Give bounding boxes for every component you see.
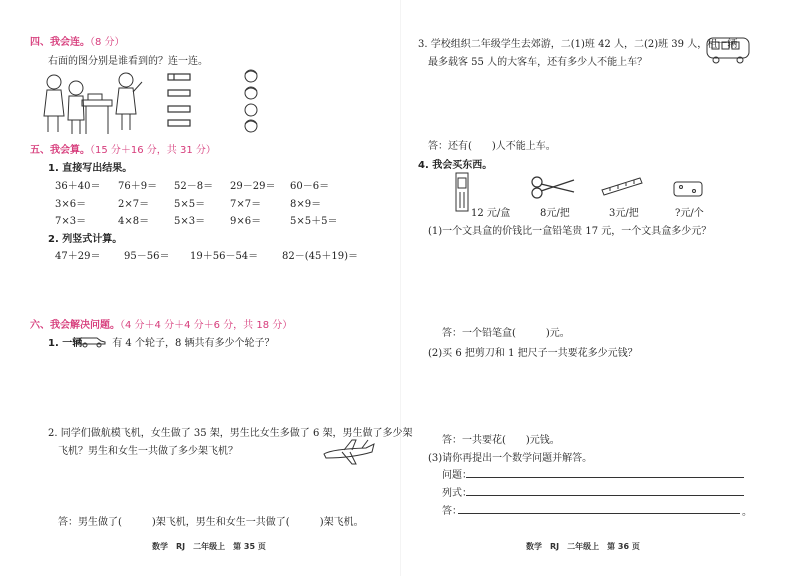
vertical-calc-2: 95－56＝	[124, 251, 170, 262]
calc-r1-c5: 60－6＝	[290, 181, 330, 192]
airplane-icon	[322, 436, 376, 466]
section-6-title: 六、我会解决问题。	[30, 320, 120, 331]
fill-line-formula[interactable]	[466, 495, 744, 496]
eraser-icon	[672, 180, 704, 198]
bus-icon	[704, 32, 752, 66]
right-page-footer: 数学 RJ 二年级上 第 36 页	[526, 542, 640, 551]
calc-r2-c2: 2×7＝	[118, 199, 150, 210]
calc-r1-c4: 29－29＝	[230, 181, 276, 192]
q4-title: 4. 我会买东西。	[418, 160, 493, 171]
q2-text-line1: 2. 同学们做航模飞机，女生做了 35 架，男生比女生多做了 6 架，男生做了多少架	[48, 428, 413, 439]
section-6-q2-answer: 答：男生做了( )架飞机，男生和女生一共做了( )架飞机。	[58, 517, 364, 528]
calc-r1-c3: 52－8＝	[174, 181, 214, 192]
calc-r3-c3: 5×3＝	[174, 216, 206, 227]
calc-r2-c4: 7×7＝	[230, 199, 262, 210]
section-6-heading	[30, 316, 292, 331]
heads-column	[240, 68, 262, 134]
children-table-illustration	[40, 68, 150, 140]
calc-r2-c3: 5×5＝	[174, 199, 206, 210]
price-pencil-box: 12 元/盒	[471, 208, 511, 219]
price-scissors: 8元/把	[540, 208, 570, 219]
section-5-heading	[30, 141, 216, 156]
vertical-calc-1: 47＋29＝	[55, 251, 101, 262]
q4-sub2-answer: 答：一共要花( )元钱。	[442, 435, 560, 446]
vertical-calc-4: 82－(45＋19)＝	[282, 251, 358, 262]
view-images-column	[166, 72, 192, 130]
q4-sub1: (1)一个文具盒的价钱比一盒铅笔贵 17 元，一个文具盒多少元？	[428, 226, 712, 237]
q3-line2: 最多载客 55 人的大客车，还有多少人不能上车？	[428, 57, 648, 68]
ruler-icon	[600, 176, 644, 196]
fill-label-answer: 答：	[442, 506, 462, 517]
page-divider	[400, 0, 401, 576]
price-eraser: ?元/个	[675, 208, 704, 219]
calc-r1-c2: 76＋9＝	[118, 181, 158, 192]
q1-prefix: 1. 一辆	[48, 338, 83, 349]
section-4-title: 四、我会连。	[30, 37, 90, 48]
calc-r1-c1: 36＋40＝	[55, 181, 101, 192]
section-4-heading	[30, 33, 125, 48]
calc-r3-c2: 4×8＝	[118, 216, 150, 227]
section-5-q1: 1. 直接写出结果。	[48, 163, 133, 174]
car-icon	[77, 334, 107, 348]
q3-answer: 答：还有( )人不能上车。	[428, 141, 556, 152]
fill-label-formula: 列式：	[442, 488, 472, 499]
q4-sub3: (3)请你再提出一个数学问题并解答。	[428, 453, 593, 464]
section-5-points: （15 分＋16 分，共 31 分）	[90, 145, 216, 156]
calc-r2-c5: 8×9＝	[290, 199, 322, 210]
calc-r2-c1: 3×6＝	[55, 199, 87, 210]
q1-text: 有 4 个轮子，8 辆共有多少个轮子？	[112, 338, 275, 349]
calc-r3-c4: 9×6＝	[230, 216, 262, 227]
section-4-points: （8 分）	[90, 37, 125, 48]
section-6-q2-line2: 飞机？男生和女生一共做了多少架飞机？	[58, 446, 238, 457]
pencil-box-icon	[455, 172, 469, 212]
fill-label-question: 问题：	[442, 470, 472, 481]
calc-r3-c1: 7×3＝	[55, 216, 87, 227]
price-ruler: 3元/把	[609, 208, 639, 219]
vertical-calc-3: 19＋56－54＝	[190, 251, 259, 262]
answer-period: 。	[742, 507, 752, 518]
calc-r3-c5: 5×5＋5＝	[290, 216, 338, 227]
q3-line1	[418, 35, 737, 50]
left-page-footer: 数学 RJ 二年级上 第 35 页	[152, 542, 266, 551]
q4-sub2: (2)买 6 把剪刀和 1 把尺子一共要花多少元钱？	[428, 348, 638, 359]
section-6-points: （4 分＋4 分＋4 分＋6 分，共 18 分）	[120, 320, 293, 331]
scissors-icon	[530, 174, 576, 200]
fill-line-answer[interactable]	[458, 513, 740, 514]
section-4-prompt: 右面的图分别是谁看到的？连一连。	[48, 56, 208, 67]
q4-sub1-answer: 答：一个铅笔盒( )元。	[442, 328, 570, 339]
section-5-title: 五、我会算。	[30, 145, 90, 156]
q3-text-line1: 3. 学校组织二年级学生去郊游，二(1)班 42 人，二(2)班 39 人，租一辆	[418, 39, 738, 50]
section-5-q2: 2. 列竖式计算。	[48, 234, 123, 245]
fill-line-question[interactable]	[466, 477, 744, 478]
